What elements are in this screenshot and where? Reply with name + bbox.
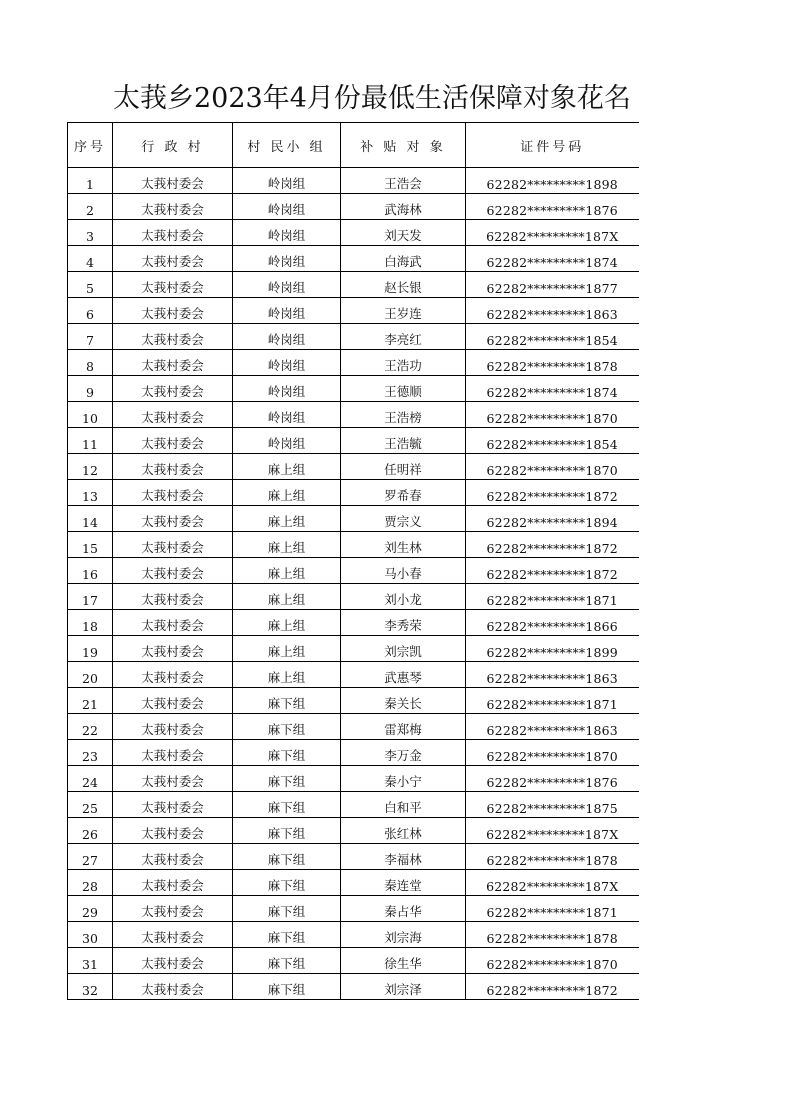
- cell-group: 麻上组: [233, 480, 341, 506]
- cell-recipient: 贾宗义: [341, 506, 466, 532]
- cell-recipient: 雷郑梅: [341, 714, 466, 740]
- page-title: 太莪乡2023年4月份最低生活保障对象花名: [113, 83, 631, 114]
- cell-group: 麻上组: [233, 558, 341, 584]
- cell-recipient: 秦连堂: [341, 870, 466, 896]
- table-row: [68, 298, 639, 324]
- cell-serial: 16: [68, 558, 113, 584]
- cell-serial: 11: [68, 428, 113, 454]
- table-row: [68, 402, 639, 428]
- cell-village: 太莪村委会: [113, 298, 233, 324]
- cell-serial: 22: [68, 714, 113, 740]
- table-row: [68, 350, 639, 376]
- cell-group: 麻下组: [233, 896, 341, 922]
- cell-group: 麻下组: [233, 974, 341, 1000]
- cell-recipient: 武惠琴: [341, 662, 466, 688]
- cell-village: 太莪村委会: [113, 584, 233, 610]
- cell-serial: 7: [68, 324, 113, 350]
- cell-serial: 30: [68, 922, 113, 948]
- cell-serial: 21: [68, 688, 113, 714]
- cell-serial: 20: [68, 662, 113, 688]
- cell-recipient: 赵长银: [341, 272, 466, 298]
- cell-group: 麻下组: [233, 766, 341, 792]
- cell-id-number: 62282*********1876: [466, 766, 639, 792]
- cell-id-number: 62282*********1874: [466, 376, 639, 402]
- table-row: [68, 740, 639, 766]
- cell-recipient: 刘宗海: [341, 922, 466, 948]
- cell-serial: 15: [68, 532, 113, 558]
- cell-serial: 23: [68, 740, 113, 766]
- cell-recipient: 李秀荣: [341, 610, 466, 636]
- cell-id-number: 62282*********1878: [466, 922, 639, 948]
- cell-village: 太莪村委会: [113, 844, 233, 870]
- cell-serial: 25: [68, 792, 113, 818]
- cell-recipient: 罗希春: [341, 480, 466, 506]
- cell-id-number: 62282*********1866: [466, 610, 639, 636]
- cell-id-number: 62282*********1878: [466, 350, 639, 376]
- cell-id-number: 62282*********1870: [466, 454, 639, 480]
- cell-serial: 1: [68, 168, 113, 194]
- cell-id-number: 62282*********1863: [466, 662, 639, 688]
- cell-group: 麻上组: [233, 454, 341, 480]
- cell-group: 岭岗组: [233, 220, 341, 246]
- cell-village: 太莪村委会: [113, 246, 233, 272]
- cell-serial: 17: [68, 584, 113, 610]
- cell-group: 麻下组: [233, 792, 341, 818]
- table-row: [68, 636, 639, 662]
- cell-serial: 14: [68, 506, 113, 532]
- cell-village: 太莪村委会: [113, 636, 233, 662]
- table-row: [68, 896, 639, 922]
- table-row: [68, 662, 639, 688]
- table-row: [68, 194, 639, 220]
- cell-village: 太莪村委会: [113, 532, 233, 558]
- cell-village: 太莪村委会: [113, 610, 233, 636]
- cell-id-number: 62282*********1877: [466, 272, 639, 298]
- cell-recipient: 刘宗凯: [341, 636, 466, 662]
- cell-id-number: 62282*********187X: [466, 818, 639, 844]
- cell-recipient: 李万金: [341, 740, 466, 766]
- cell-recipient: 马小春: [341, 558, 466, 584]
- cell-recipient: 刘小龙: [341, 584, 466, 610]
- cell-group: 麻上组: [233, 506, 341, 532]
- cell-recipient: 张红林: [341, 818, 466, 844]
- cell-recipient: 王德顺: [341, 376, 466, 402]
- cell-id-number: 62282*********1872: [466, 532, 639, 558]
- title-area: [0, 70, 637, 120]
- header-group: 村 民小 组: [233, 123, 341, 168]
- cell-serial: 2: [68, 194, 113, 220]
- table-row: [68, 922, 639, 948]
- cell-village: 太莪村委会: [113, 974, 233, 1000]
- cell-group: 岭岗组: [233, 194, 341, 220]
- cell-village: 太莪村委会: [113, 662, 233, 688]
- header-village: 行 政 村: [113, 123, 233, 168]
- cell-village: 太莪村委会: [113, 350, 233, 376]
- cell-id-number: 62282*********187X: [466, 870, 639, 896]
- cell-id-number: 62282*********1871: [466, 688, 639, 714]
- cell-village: 太莪村委会: [113, 194, 233, 220]
- cell-recipient: 王浩会: [341, 168, 466, 194]
- table-row: [68, 324, 639, 350]
- cell-village: 太莪村委会: [113, 922, 233, 948]
- table-row: [68, 558, 639, 584]
- cell-serial: 18: [68, 610, 113, 636]
- cell-recipient: 徐生华: [341, 948, 466, 974]
- cell-village: 太莪村委会: [113, 740, 233, 766]
- cell-serial: 4: [68, 246, 113, 272]
- header-serial: 序号: [68, 123, 113, 168]
- table-row: [68, 168, 639, 194]
- table-row: [68, 584, 639, 610]
- cell-serial: 32: [68, 974, 113, 1000]
- table-header-row: [68, 123, 639, 168]
- header-id-number: 证件号码: [466, 123, 639, 168]
- cell-group: 麻上组: [233, 636, 341, 662]
- cell-village: 太莪村委会: [113, 428, 233, 454]
- cell-serial: 9: [68, 376, 113, 402]
- cell-village: 太莪村委会: [113, 818, 233, 844]
- cell-serial: 26: [68, 818, 113, 844]
- cell-group: 岭岗组: [233, 246, 341, 272]
- table-row: [68, 792, 639, 818]
- cell-recipient: 秦占华: [341, 896, 466, 922]
- cell-id-number: 62282*********1870: [466, 402, 639, 428]
- cell-serial: 28: [68, 870, 113, 896]
- cell-serial: 19: [68, 636, 113, 662]
- cell-id-number: 62282*********1854: [466, 324, 639, 350]
- cell-id-number: 62282*********187X: [466, 220, 639, 246]
- cell-group: 麻上组: [233, 662, 341, 688]
- cell-group: 岭岗组: [233, 376, 341, 402]
- cell-village: 太莪村委会: [113, 870, 233, 896]
- cell-serial: 31: [68, 948, 113, 974]
- cell-recipient: 秦小宁: [341, 766, 466, 792]
- cell-village: 太莪村委会: [113, 480, 233, 506]
- cell-village: 太莪村委会: [113, 948, 233, 974]
- cell-group: 麻下组: [233, 740, 341, 766]
- cell-recipient: 王浩功: [341, 350, 466, 376]
- cell-village: 太莪村委会: [113, 168, 233, 194]
- cell-group: 麻下组: [233, 870, 341, 896]
- cell-id-number: 62282*********1874: [466, 246, 639, 272]
- cell-group: 岭岗组: [233, 402, 341, 428]
- cell-group: 麻上组: [233, 584, 341, 610]
- table-row: [68, 220, 639, 246]
- cell-group: 麻下组: [233, 714, 341, 740]
- cell-id-number: 62282*********1898: [466, 168, 639, 194]
- table-row: [68, 454, 639, 480]
- cell-recipient: 王浩榜: [341, 402, 466, 428]
- cell-serial: 29: [68, 896, 113, 922]
- table-row: [68, 246, 639, 272]
- table-row: [68, 532, 639, 558]
- cell-serial: 3: [68, 220, 113, 246]
- cell-serial: 27: [68, 844, 113, 870]
- table-row: [68, 870, 639, 896]
- cell-recipient: 李亮红: [341, 324, 466, 350]
- header-recipient: 补 贴 对 象: [341, 123, 466, 168]
- cell-recipient: 王岁连: [341, 298, 466, 324]
- cell-id-number: 62282*********1870: [466, 948, 639, 974]
- cell-recipient: 刘生林: [341, 532, 466, 558]
- cell-id-number: 62282*********1863: [466, 714, 639, 740]
- cell-id-number: 62282*********1872: [466, 558, 639, 584]
- table-row: [68, 272, 639, 298]
- cell-id-number: 62282*********1870: [466, 740, 639, 766]
- table-row: [68, 688, 639, 714]
- cell-id-number: 62282*********1878: [466, 844, 639, 870]
- table-row: [68, 974, 639, 1000]
- cell-group: 麻上组: [233, 532, 341, 558]
- cell-group: 麻上组: [233, 610, 341, 636]
- cell-village: 太莪村委会: [113, 792, 233, 818]
- cell-recipient: 李福林: [341, 844, 466, 870]
- cell-id-number: 62282*********1876: [466, 194, 639, 220]
- cell-recipient: 秦关长: [341, 688, 466, 714]
- cell-recipient: 白和平: [341, 792, 466, 818]
- table-row: [68, 376, 639, 402]
- cell-id-number: 62282*********1872: [466, 480, 639, 506]
- cell-group: 岭岗组: [233, 298, 341, 324]
- cell-group: 麻下组: [233, 688, 341, 714]
- cell-id-number: 62282*********1875: [466, 792, 639, 818]
- cell-id-number: 62282*********1899: [466, 636, 639, 662]
- cell-group: 麻下组: [233, 818, 341, 844]
- cell-village: 太莪村委会: [113, 376, 233, 402]
- cell-id-number: 62282*********1871: [466, 896, 639, 922]
- cell-serial: 24: [68, 766, 113, 792]
- table-row: [68, 506, 639, 532]
- cell-group: 岭岗组: [233, 350, 341, 376]
- cell-village: 太莪村委会: [113, 324, 233, 350]
- cell-village: 太莪村委会: [113, 896, 233, 922]
- cell-recipient: 任明祥: [341, 454, 466, 480]
- recipient-table: [67, 122, 639, 1000]
- cell-id-number: 62282*********1894: [466, 506, 639, 532]
- cell-village: 太莪村委会: [113, 272, 233, 298]
- table-row: [68, 766, 639, 792]
- cell-recipient: 王浩毓: [341, 428, 466, 454]
- cell-village: 太莪村委会: [113, 402, 233, 428]
- cell-group: 岭岗组: [233, 428, 341, 454]
- cell-village: 太莪村委会: [113, 688, 233, 714]
- cell-id-number: 62282*********1863: [466, 298, 639, 324]
- cell-recipient: 武海林: [341, 194, 466, 220]
- cell-group: 岭岗组: [233, 324, 341, 350]
- cell-serial: 10: [68, 402, 113, 428]
- cell-id-number: 62282*********1871: [466, 584, 639, 610]
- cell-group: 麻下组: [233, 844, 341, 870]
- cell-serial: 5: [68, 272, 113, 298]
- table-row: [68, 714, 639, 740]
- cell-serial: 13: [68, 480, 113, 506]
- cell-recipient: 白海武: [341, 246, 466, 272]
- cell-serial: 8: [68, 350, 113, 376]
- cell-village: 太莪村委会: [113, 558, 233, 584]
- table-row: [68, 480, 639, 506]
- cell-serial: 12: [68, 454, 113, 480]
- cell-group: 麻下组: [233, 948, 341, 974]
- table-row: [68, 818, 639, 844]
- cell-recipient: 刘宗泽: [341, 974, 466, 1000]
- cell-group: 岭岗组: [233, 272, 341, 298]
- table-row: [68, 844, 639, 870]
- table-body: [68, 168, 639, 1000]
- cell-id-number: 62282*********1872: [466, 974, 639, 1000]
- table-row: [68, 610, 639, 636]
- table-row: [68, 948, 639, 974]
- cell-id-number: 62282*********1854: [466, 428, 639, 454]
- cell-village: 太莪村委会: [113, 506, 233, 532]
- cell-serial: 6: [68, 298, 113, 324]
- cell-village: 太莪村委会: [113, 766, 233, 792]
- cell-recipient: 刘天发: [341, 220, 466, 246]
- cell-village: 太莪村委会: [113, 454, 233, 480]
- cell-village: 太莪村委会: [113, 714, 233, 740]
- cell-group: 麻下组: [233, 922, 341, 948]
- cell-group: 岭岗组: [233, 168, 341, 194]
- cell-village: 太莪村委会: [113, 220, 233, 246]
- table-row: [68, 428, 639, 454]
